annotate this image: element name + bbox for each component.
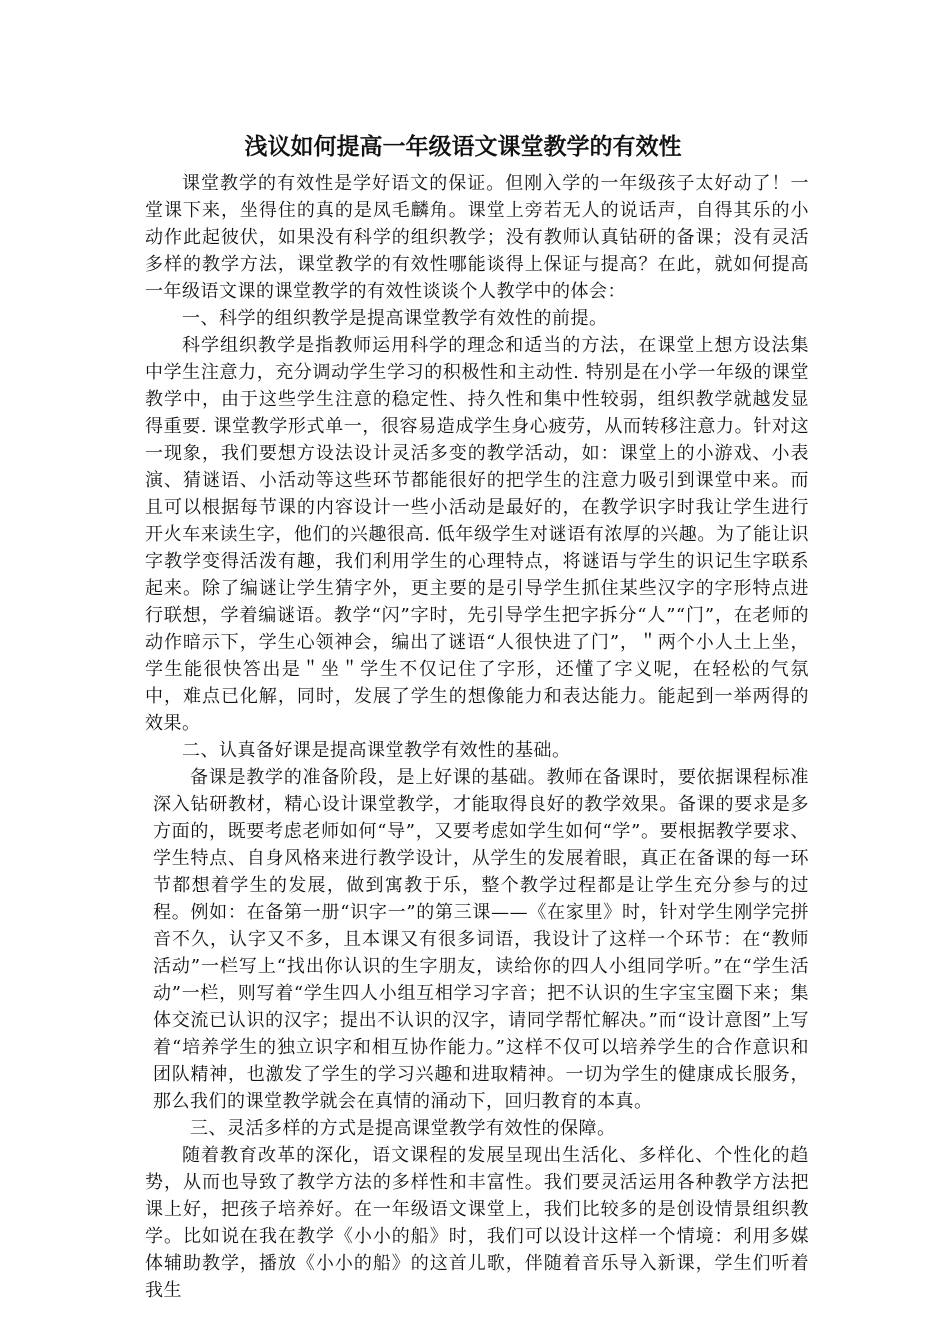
intro-paragraph: 课堂教学的有效性是学好语文的保证。但刚入学的一年级孩子太好动了！一堂课下来，坐得住的真的是凤毛麟角。课堂上旁若无人的说话声，自得其乐的小动作此起彼伏，如果没有科学的组织教学；没有教师认真钻研的备课；没有灵活多样的教学方法，课堂教学的有效性哪能谈得上保证与提高？在此，就如何提高一年级语文课的课堂教学的有效性谈谈个人教学中的体会： xyxy=(145,173,809,302)
section-2-paragraph: 备课是教学的准备阶段，是上好课的基础。教师在备课时，要依据课程标准深入钻研教材，精心设计课堂教学，才能取得良好的教学效果。备课的要求是多方面的，既要考虑老师如何“导”，又要考虑如学生如何“学”。要根据教学要求、学生特点、自身风格来进行教学设计，从学生的发展着眼，真正在备课的每一环节都想着学生的发展，做到寓教于乐，整个教学过程都是让学生充分参与的过程。例如：在备第一册“识字一”的第三课——《在家里》时，针对学生刚学完拼音不久，认字又不多，且本课又有很多词语，我设计了这样一个环节：在“教师活动”一栏写上“找出你认识的生字朋友，读给你的四人小组同学听。”在“学生活动”一栏，则写着“学生四人小组互相学习字音；把不认识的生字宝宝圈下来；集体交流已认识的汉字；提出不认识的汉字，请同学帮忙解决。”而“设计意图”上写着“培养学生的独立识字和相互协作能力。”这样不仅可以培养学生的合作意识和团队精神，也激发了学生的学习兴趣和进取精神。一切为学生的健康成长服务，那么我们的课堂教学就会在真情的涌动下，回归教育的本真。 xyxy=(153,767,809,1112)
section-3-heading: 三、灵活多样的方式是提高课堂教学有效性的保障。 xyxy=(190,1118,616,1139)
section-1-paragraph: 科学组织教学是指教师运用科学的理念和适当的方法，在课堂上想方设法集中学生注意力，充分调动学生学习的积极性和主动性. 特别是在小学一年级的课堂教学中，由于这些学生注意的稳定性、持久性和集中性较弱，组织教学就越发显得重要. 课堂教学形式单一，很容易造成学生身心疲劳，从而转移注意力。针对这一现象，我们要想方设法设计灵活多变的教学活动，如：课堂上的小游戏、小表演、猜谜语、小活动等这些环节都能很好的把学生的注意力吸引到课堂中来。而且可以根据每节课的内容设计一些小活动是最好的，在教学识字时我让学生进行开火车来读生字，他们的兴趣很高. 低年级学生对谜语有浓厚的兴趣。为了能让识字教学变得活泼有趣，我们利用学生的心理特点，将谜语与学生的识记生字联系起来。除了编谜让学生猜字外，更主要的是引导学生抓住某些汉字的字形特点进行联想，学着编谜语。教学“闪”字时，先引导学生把字拆分“人”“门”，在老师的动作暗示下，学生心领神会，编出了谜语“人很快进了门”，＂两个小人土上坐，学生能很快答出是＂坐＂学生不仅记住了字形，还懂了字义呢，在轻松的气氛中，难点已化解，同时，发展了学生的想像能力和表达能力。能起到一举两得的效果。 xyxy=(145,335,809,734)
section-3-paragraph: 随着教育改革的深化，语文课程的发展呈现出生活化、多样化、个性化的趋势，从而也导致了教学方法的多样性和丰富性。我们要灵活运用各种教学方法把课上好，把孩子培养好。在一年级语文课堂上，我们比较多的是创设情景组织教学。比如说在我在教学《小小的船》时，我们可以设计这样一个情境：利用多媒体辅助教学，播放《小小的船》的这首儿歌，伴随着音乐导入新课，学生们听着我生 xyxy=(145,1145,809,1301)
section-1-heading: 一、科学的组织教学是提高课堂教学有效性的前提。 xyxy=(182,308,608,329)
document-body xyxy=(145,170,809,1304)
document-title: 浅议如何提高一年级语文课堂教学的有效性 xyxy=(244,134,682,160)
section-2-heading: 二、认真备好课是提高课堂教学有效性的基础。 xyxy=(182,740,571,761)
